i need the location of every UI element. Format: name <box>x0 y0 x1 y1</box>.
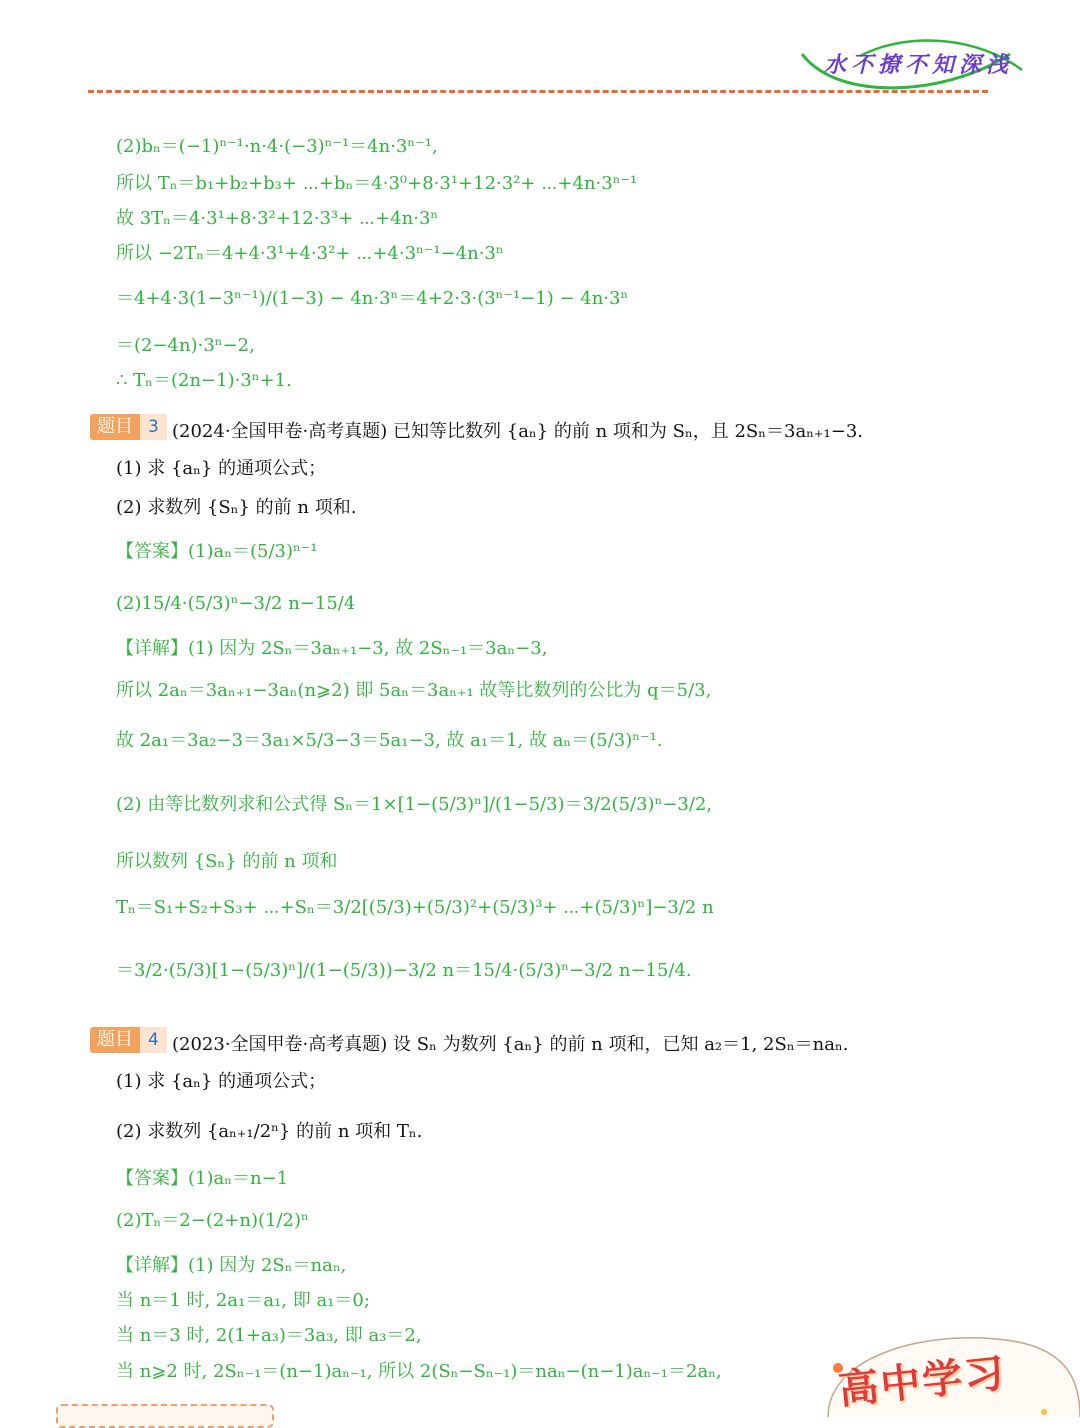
solution-line: ∴ Tₙ＝(2n−1)·3ⁿ+1. <box>116 370 292 391</box>
q3-statement: (2024·全国甲卷·高考真题) 已知等比数列 {aₙ} 的前 n 项和为 Sₙ，且 2Sₙ＝3aₙ₊₁−3. <box>172 421 863 442</box>
q3-detail3: 故 2a₁＝3a₂−3＝3a₁×5/3−3＝5a₁−3, 故 a₁＝1, 故 aₙ＝(5/3)ⁿ⁻¹. <box>116 730 663 751</box>
q4-answer1: 【答案】(1)aₙ＝n−1 <box>116 1168 289 1189</box>
q3-detail6: Tₙ＝S₁+S₂+S₃+ ⋯+Sₙ＝3/2[(5/3)+(5/3)²+(5/3)³+ ⋯+(5/3)ⁿ]−3/2 n <box>116 897 714 918</box>
solution-line: ＝4+4·3(1−3ⁿ⁻¹)/(1−3) − 4n·3ⁿ＝4+2·3·(3ⁿ⁻¹−1) − 4n·3ⁿ <box>116 288 629 309</box>
question-tag: 题目 <box>90 1027 140 1053</box>
question-label-4 <box>90 1027 167 1053</box>
stamp-text: 高中学习 <box>836 1350 1009 1414</box>
solution-line: 所以 −2Tₙ＝4+4·3¹+4·3²+ ⋯+4·3ⁿ⁻¹−4n·3ⁿ <box>116 243 504 264</box>
q4-detail4: 当 n⩾2 时, 2Sₙ₋₁＝(n−1)aₙ₋₁, 所以 2(Sₙ−Sₙ₋₁)＝naₙ−(n−1)aₙ₋₁＝2aₙ, <box>116 1361 722 1382</box>
brand-stamp <box>818 1332 1080 1417</box>
q3-detail5: 所以数列 {Sₙ} 的前 n 项和 <box>116 851 338 872</box>
header-logo <box>800 34 1030 98</box>
q3-sub1: (1) 求 {aₙ} 的通项公式； <box>116 458 327 479</box>
q3-answer2: (2)15/4·(5/3)ⁿ−3/2 n−15/4 <box>116 593 356 614</box>
question-tag: 题目 <box>90 414 140 440</box>
q4-statement: (2023·全国甲卷·高考真题) 设 Sₙ 为数列 {aₙ} 的前 n 项和，已知 a₂＝1, 2Sₙ＝naₙ. <box>172 1034 849 1055</box>
q3-detail4: (2) 由等比数列求和公式得 Sₙ＝1×[1−(5/3)ⁿ]/(1−5/3)＝3/2(5/3)ⁿ−3/2, <box>116 794 713 815</box>
q4-detail2: 当 n＝1 时, 2a₁＝a₁, 即 a₁＝0; <box>116 1290 370 1311</box>
header-motto: 水不撩不知深浅 <box>824 53 1014 78</box>
q4-sub1: (1) 求 {aₙ} 的通项公式； <box>116 1071 327 1092</box>
q3-detail7: ＝3/2·(5/3)[1−(5/3)ⁿ]/(1−(5/3))−3/2 n＝15/4·(5/3)ⁿ−3/2 n−15/4. <box>116 960 692 981</box>
q4-detail1: 【详解】(1) 因为 2Sₙ＝naₙ, <box>116 1255 347 1276</box>
solution-line: ＝(2−4n)·3ⁿ−2, <box>116 335 255 356</box>
q3-detail2: 所以 2aₙ＝3aₙ₊₁−3aₙ(n⩾2) 即 5aₙ＝3aₙ₊₁ 故等比数列的公比为 q＝5/3, <box>116 680 712 701</box>
q3-answer1: 【答案】(1)aₙ＝(5/3)ⁿ⁻¹ <box>116 541 318 562</box>
q4-sub2: (2) 求数列 {aₙ₊₁/2ⁿ} 的前 n 项和 Tₙ. <box>116 1121 423 1142</box>
q3-detail1: 【详解】(1) 因为 2Sₙ＝3aₙ₊₁−3, 故 2Sₙ₋₁＝3aₙ−3, <box>116 638 548 659</box>
solution-line: 所以 Tₙ＝b₁+b₂+b₃+ ⋯+bₙ＝4·3⁰+8·3¹+12·3²+ ⋯+4n·3ⁿ⁻¹ <box>116 173 638 194</box>
question-label-3 <box>90 414 167 440</box>
q4-detail3: 当 n＝3 时, 2(1+a₃)＝3a₃, 即 a₃＝2, <box>116 1325 422 1346</box>
header-divider <box>88 90 988 99</box>
question-number: 3 <box>140 414 167 440</box>
q3-sub2: (2) 求数列 {Sₙ} 的前 n 项和. <box>116 497 357 518</box>
footer-box <box>56 1404 274 1428</box>
solution-line: 故 3Tₙ＝4·3¹+8·3²+12·3³+ ⋯+4n·3ⁿ <box>116 208 439 229</box>
solution-line: (2)bₙ＝(−1)ⁿ⁻¹·n·4·(−3)ⁿ⁻¹＝4n·3ⁿ⁻¹, <box>116 136 438 157</box>
q4-answer2: (2)Tₙ＝2−(2+n)(1/2)ⁿ <box>116 1210 309 1231</box>
question-number: 4 <box>140 1027 167 1053</box>
